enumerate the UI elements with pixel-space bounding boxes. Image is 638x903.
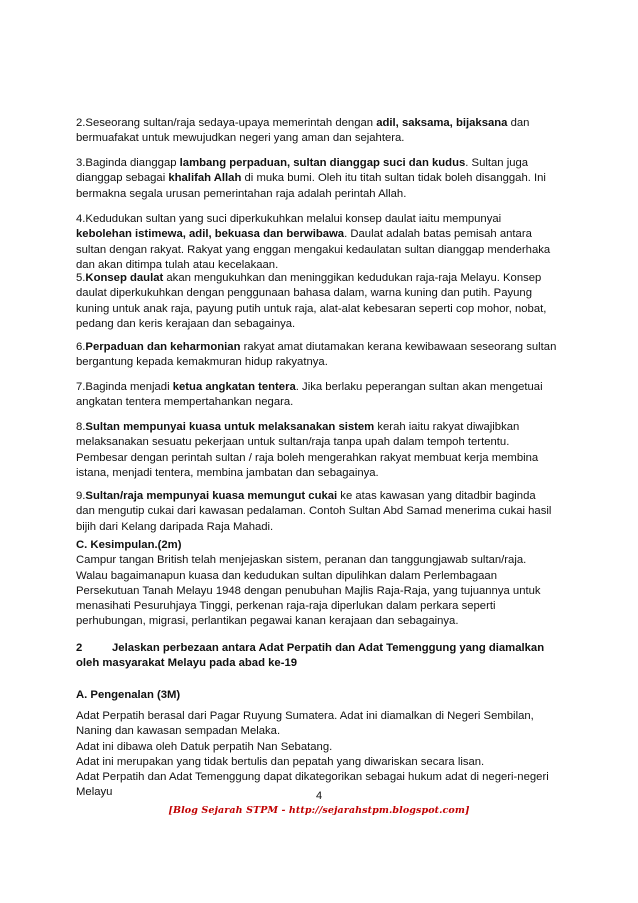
- section-a-line: Adat ini dibawa oleh Datuk perpatih Nan Sebatang.: [76, 740, 333, 753]
- section-a-line: Adat Perpatih berasal dari Pagar Ruyung Sumatera. Adat ini diamalkan di Negeri Sembilan,: [76, 710, 534, 722]
- paragraph-kesimpulan: [76, 538, 562, 630]
- text-run: sultan dengan rakyat. Rakyat yang enggan mengakui kedaulatan sultan dianggap menderhaka: [76, 243, 551, 256]
- page-number: 4: [315, 790, 323, 802]
- paragraph-5: [76, 271, 562, 332]
- text-run: kuning untuk anak raja, payung putih untuk raja, alat-alat kebesaran seperti cop mohor, nobat,: [76, 302, 547, 315]
- paragraph-line: [76, 340, 562, 355]
- paragraph-line: [76, 395, 562, 410]
- text-run: Campur tangan British telah menjejaskan sistem, peranan dan tanggungjawab sultan/raja.: [76, 554, 527, 567]
- text-run: 2.Seseorang sultan/raja sedaya-upaya memerintah dengan: [76, 117, 377, 129]
- text-run: bermuafakat untuk mewujudkan negeri yang aman dan sejahtera.: [76, 132, 405, 145]
- text-run: perhubungan, migrasi, perlantikan pegawai kanan kerajaan dan sebagainya.: [76, 615, 459, 628]
- text-run: di muka bumi. Oleh itu titah sultan tidak boleh disanggah. Ini: [241, 172, 546, 185]
- bold-text: ketua angkatan tentera: [172, 381, 296, 393]
- paragraph-line: [76, 156, 562, 171]
- text-run: rakyat amat diutamakan kerana kewibawaan seseorang sultan: [240, 341, 557, 353]
- bold-text: adil, saksama, bijaksana: [376, 117, 508, 129]
- paragraph-line: [76, 243, 562, 258]
- bold-text: Perpaduan dan keharmonian: [85, 341, 241, 353]
- text-run: 3.Baginda dianggap: [76, 157, 180, 169]
- bold-text: Sultan mempunyai kuasa untuk melaksanakan sistem: [85, 421, 375, 433]
- bold-text: C. Kesimpulan.(2m): [76, 539, 182, 551]
- text-run: Persekutuan Tanah Melayu 1948 dengan penubuhan Majlis Raja-Raja, yang tujuannya untuk: [76, 584, 541, 597]
- section-a-line: Melayu: [76, 786, 113, 799]
- paragraph-line: [76, 584, 562, 599]
- paragraph-line: [76, 489, 562, 504]
- paragraph-line: [76, 286, 562, 301]
- paragraph-line: [76, 187, 562, 202]
- paragraph-line: [76, 302, 562, 317]
- text-run: menasihati Pesuruhjaya Tinggi, perkenan raja-raja diperlukan dalam perkara seperti: [76, 600, 496, 613]
- paragraph-line: [76, 451, 562, 466]
- paragraph-7: [76, 380, 562, 411]
- paragraph-line: [76, 271, 562, 286]
- paragraph-line: [76, 504, 562, 519]
- section-a-body: [76, 709, 562, 801]
- paragraph-line: [76, 553, 562, 568]
- paragraph-3: [76, 156, 562, 202]
- text-run: Walau bagaimanapun kuasa dan kedudukan sultan dipulihkan dalam Perlembagaan: [76, 569, 497, 582]
- text-run: dan mengutip cukai dari kawasan pedalaman. Contoh Sultan Abd Samad menerima cukai hasil: [76, 505, 552, 518]
- text-run: 5.: [76, 272, 86, 284]
- text-run: melaksanakan sesuatu pekerjaan untuk sultan/raja tanpa upah dalam tempoh tertentu.: [76, 436, 510, 449]
- text-run: Pembesar dengan perintah sultan / raja boleh mengerahkan rakyat membuat kerja membina: [76, 451, 539, 464]
- paragraph-line: [76, 466, 562, 481]
- text-run: istana, menjadi tentera, membina jambatan dan sebagainya.: [76, 466, 379, 479]
- text-run: 7.Baginda menjadi: [76, 381, 173, 393]
- text-run: . Jika berlaku peperangan sultan akan mengetuai: [295, 381, 543, 393]
- bold-text: Konsep daulat: [85, 272, 164, 284]
- text-run: dianggap sebagai: [76, 172, 169, 185]
- text-run: 9.: [76, 490, 86, 502]
- bold-text: lambang perpaduan, sultan dianggap suci dan kudus: [179, 157, 466, 169]
- paragraph-line: [76, 520, 562, 535]
- paragraph-8: [76, 420, 562, 481]
- text-run: kerah iaitu rakyat diwajibkan: [374, 421, 520, 433]
- text-run: ke atas kawasan yang ditadbir baginda: [337, 490, 536, 502]
- text-run: bijih dari Kelang daripada Raja Mahadi.: [76, 520, 274, 533]
- paragraph-6: [76, 340, 562, 371]
- question-number: 2: [76, 642, 83, 654]
- paragraph-9: [76, 489, 562, 535]
- text-run: 6.: [76, 341, 86, 353]
- text-run: pedang dan keris kerajaan dan sebagainya.: [76, 317, 296, 330]
- bold-text: khalifah Allah: [168, 172, 242, 185]
- text-run: akan mengukuhkan dan meninggikan kedudukan raja-raja Melayu. Konsep: [163, 272, 542, 284]
- paragraph-line: [76, 317, 562, 332]
- paragraph-line: [76, 435, 562, 450]
- text-run: 8.: [76, 421, 86, 433]
- paragraph-line: [76, 614, 562, 629]
- text-run: daulat diperkukuhkan dengan penggunaan bahasa dalam, warna kuning dan putih. Payung: [76, 287, 532, 300]
- paragraph-line: [76, 227, 562, 242]
- section-a-line: Naning dan kawasan sempadan Melaka.: [76, 725, 281, 738]
- text-run: . Sultan juga: [465, 157, 529, 169]
- paragraph-line: [76, 116, 562, 131]
- paragraph-line: [76, 131, 562, 146]
- text-run: angkatan tentera mempertahankan negara.: [76, 396, 294, 409]
- paragraph-line: [76, 538, 562, 553]
- paragraph-line: [76, 420, 562, 435]
- paragraph-line: [76, 569, 562, 584]
- text-run: dan akan ditimpa tulah atau kecelakaan.: [76, 258, 279, 271]
- bold-text: Sultan/raja mempunyai kuasa memungut cukai: [85, 490, 338, 502]
- paragraph-line: [76, 599, 562, 614]
- text-run: dan: [507, 117, 530, 129]
- question-text-line-1: Jelaskan perbezaan antara Adat Perpatih dan Adat Temenggung yang diamalkan: [112, 642, 545, 654]
- paragraph-4: [76, 212, 562, 273]
- paragraph-2: [76, 116, 562, 147]
- paragraph-line: [76, 212, 562, 227]
- question-text-line-2: oleh masyarakat Melayu pada abad ke-19: [76, 657, 298, 670]
- paragraph-line: [76, 171, 562, 186]
- text-run: 4.Kedudukan sultan yang suci diperkukuhkan melalui konsep daulat iaitu mempunyai: [76, 213, 502, 225]
- section-a-line: Adat Perpatih dan Adat Temenggung dapat dikategorikan sebagai hukum adat di negeri-negeri: [76, 771, 549, 784]
- text-run: bergantung kepada kemakmuran hidup rakyatnya.: [76, 356, 328, 369]
- section-a-heading: A. Pengenalan (3M): [76, 689, 181, 701]
- paragraph-line: [76, 380, 562, 395]
- text-run: . Daulat adalah batas pemisah antara: [344, 228, 532, 241]
- paragraph-line: [76, 355, 562, 370]
- footer-blog-link[interactable]: [Blog Sejarah STPM - http://sejarahstpm.blogspot.com]: [168, 805, 470, 816]
- text-run: bermakna segala urusan pemerintahan raja adalah perintah Allah.: [76, 187, 407, 200]
- section-a-line: Adat ini merupakan yang tidak bertulis dan pepatah yang diwariskan secara lisan.: [76, 755, 485, 768]
- question-2: [76, 641, 562, 672]
- bold-text: kebolehan istimewa, adil, bekuasa dan berwibawa: [76, 228, 345, 241]
